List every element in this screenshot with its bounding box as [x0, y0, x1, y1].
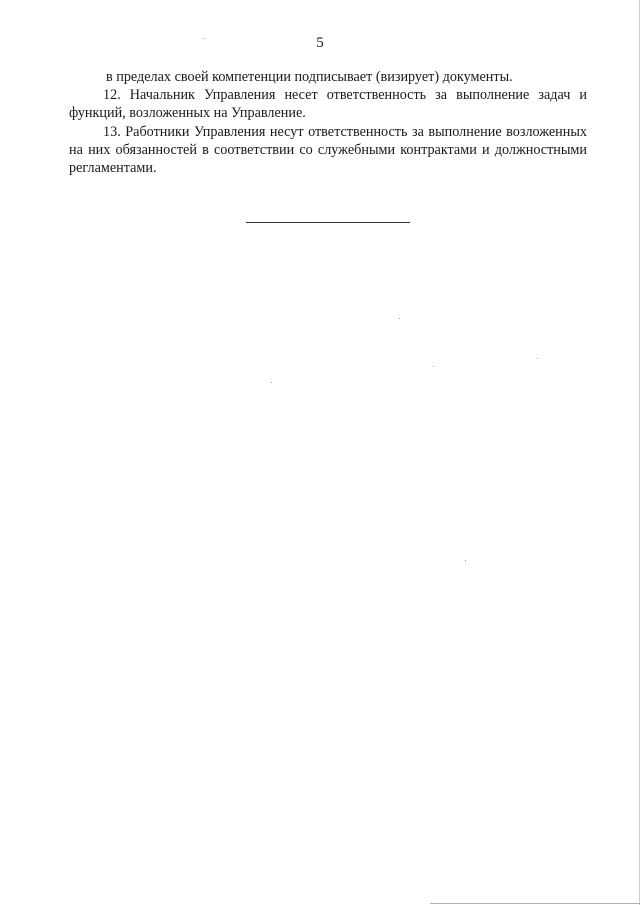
scan-speck [271, 382, 272, 383]
scan-speck [465, 560, 466, 561]
paragraph-12: 12. Начальник Управления несет ответственность за выполнение задач и функций, возложенных на Управление. [69, 87, 587, 122]
scan-edge-bottom [430, 903, 640, 904]
scan-speck [399, 318, 400, 319]
end-of-document-rule [246, 222, 410, 223]
page-number: 5 [316, 35, 324, 51]
scan-speck [204, 38, 205, 39]
scan-speck [433, 366, 434, 367]
paragraph-continuation: в пределах своей компетенции подписывает (визирует) документы. [106, 69, 513, 85]
document-body [69, 68, 587, 177]
paragraph-13: 13. Работники Управления несут ответственность за выполнение возложенных на них обязанностей в соответствии со служебными контрактами и должностными регламентами. [69, 123, 587, 177]
scan-speck [537, 358, 538, 359]
